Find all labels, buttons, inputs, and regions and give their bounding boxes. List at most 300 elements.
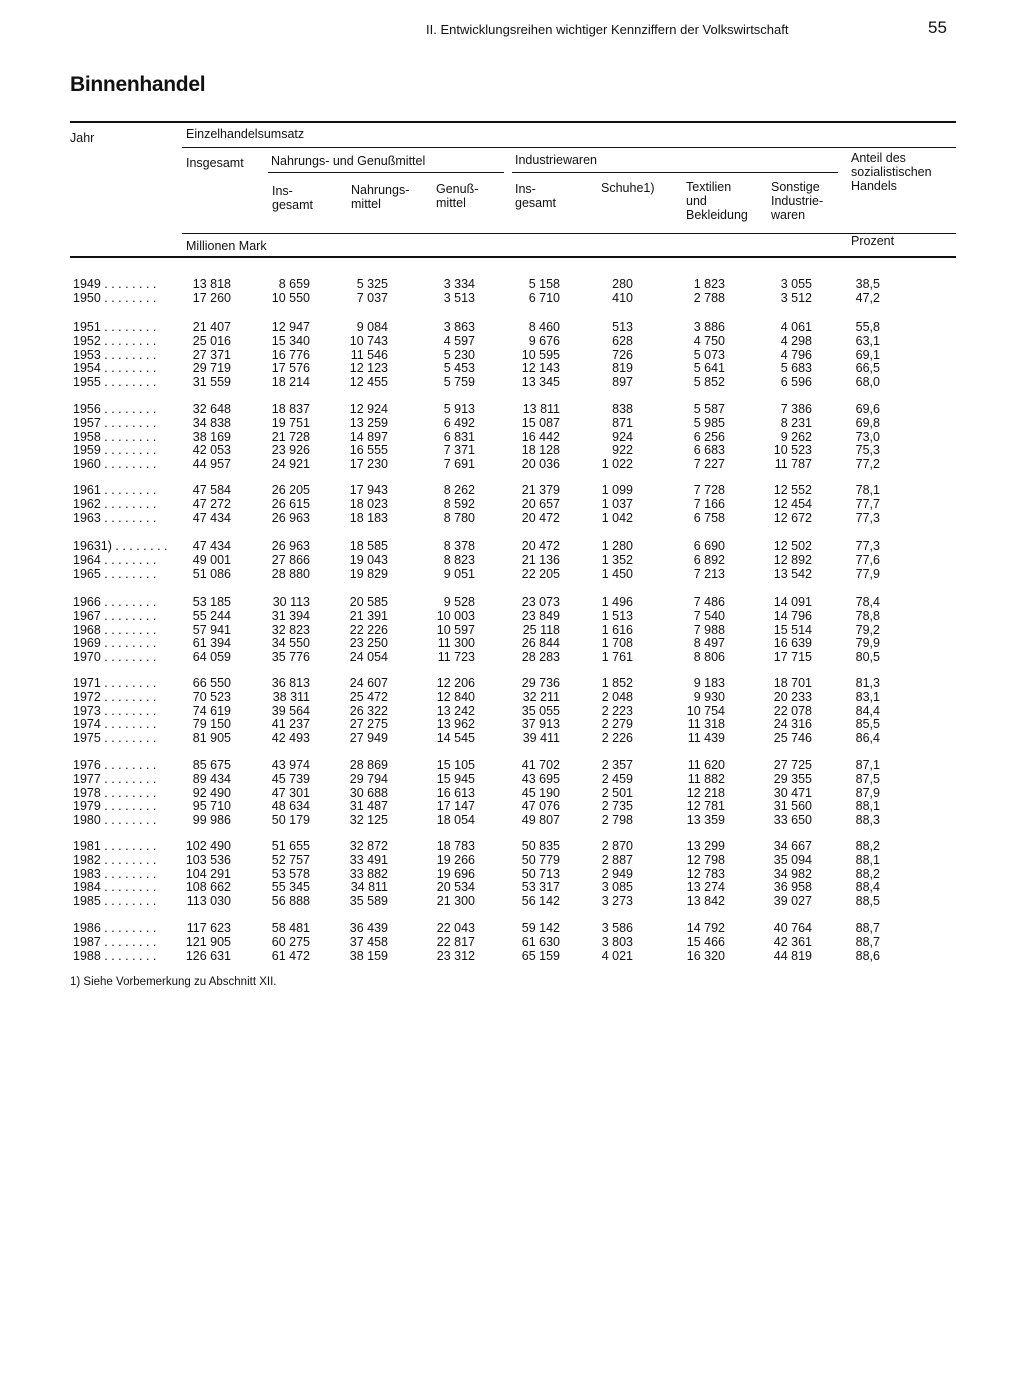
cell-textilien: 7 166 [693,496,725,511]
year-label: 1986 . . . . . . . . [73,921,157,935]
cell-insgesamt: 104 291 [185,866,231,881]
year-label: 1959 . . . . . . . . [73,443,157,458]
year-label: 1961 . . . . . . . . [73,483,157,497]
cell-iw-insgesamt: 43 695 [521,771,560,786]
cell-textilien: 7 213 [693,566,725,581]
cell-sonstige: 11 787 [774,457,812,472]
cell-nahrungsmittel: 33 491 [349,852,388,867]
cell-schuhe: 1 022 [601,457,633,472]
cell-anteil: 87,5 [855,771,880,786]
cell-genussmittel: 11 723 [437,650,475,665]
cell-textilien: 7 227 [693,457,725,472]
cell-anteil: 88,7 [855,921,880,935]
cell-nahrungsmittel: 35 589 [349,894,388,909]
cell-ng-insgesamt: 50 179 [271,813,310,828]
cell-insgesamt: 61 394 [192,636,231,651]
cell-ng-insgesamt: 30 113 [272,595,310,609]
header-textilien-bekleidung: Textilien und Bekleidung [686,180,748,222]
cell-ng-insgesamt: 34 550 [271,636,310,651]
cell-iw-insgesamt: 61 630 [521,934,560,949]
year-label: 1975 . . . . . . . . [73,731,157,746]
cell-schuhe: 1 042 [601,510,633,525]
cell-genussmittel: 23 312 [436,948,475,963]
cell-genussmittel: 8 592 [443,496,475,511]
cell-insgesamt: 44 957 [192,457,231,472]
cell-sonstige: 24 316 [773,717,812,732]
cell-nahrungsmittel: 12 924 [349,402,388,416]
cell-anteil: 55,8 [855,320,880,334]
year-label: 1977 . . . . . . . . [73,771,157,786]
cell-sonstige: 18 701 [773,676,812,690]
cell-anteil: 83,1 [855,689,880,704]
cell-textilien: 8 497 [693,636,725,651]
cell-anteil: 87,1 [855,758,880,772]
header-industriewaren: Industriewaren [515,153,597,167]
cell-ng-insgesamt: 26 963 [271,510,310,525]
year-label: 1949 . . . . . . . . [73,277,157,291]
cell-genussmittel: 12 840 [436,689,475,704]
cell-ng-insgesamt: 17 576 [271,361,310,376]
cell-nahrungsmittel: 23 250 [349,636,388,651]
cell-schuhe: 726 [612,347,633,362]
cell-sonstige: 42 361 [773,934,812,949]
cell-textilien: 11 439 [687,731,725,746]
cell-anteil: 85,5 [855,717,880,732]
cell-insgesamt: 32 648 [192,402,231,416]
cell-anteil: 66,5 [855,361,880,376]
cell-insgesamt: 49 001 [192,552,231,567]
cell-schuhe: 2 279 [601,717,633,732]
cell-iw-insgesamt: 9 676 [528,333,560,348]
year-label: 1952 . . . . . . . . [73,333,157,348]
year-label: 1982 . . . . . . . . [73,852,157,867]
cell-nahrungsmittel: 37 458 [349,934,388,949]
cell-genussmittel: 7 691 [443,457,475,472]
year-label: 1967 . . . . . . . . [73,608,157,623]
cell-sonstige: 3 512 [780,290,812,305]
cell-anteil: 87,9 [855,785,880,800]
cell-ng-insgesamt: 21 728 [271,429,310,444]
cell-textilien: 16 320 [686,948,725,963]
year-label: 1974 . . . . . . . . [73,717,157,732]
cell-sonstige: 12 454 [773,496,812,511]
year-label: 1964 . . . . . . . . [73,552,157,567]
cell-ng-insgesamt: 26 615 [271,496,310,511]
cell-schuhe: 897 [612,375,633,390]
cell-nahrungsmittel: 32 872 [349,839,388,853]
cell-iw-insgesamt: 41 702 [521,758,560,772]
cell-insgesamt: 42 053 [192,443,231,458]
cell-iw-insgesamt: 39 411 [522,731,560,746]
cell-textilien: 4 750 [693,333,725,348]
cell-textilien: 6 690 [693,539,725,553]
cell-insgesamt: 47 434 [192,510,231,525]
cell-insgesamt: 17 260 [192,290,231,305]
cell-sonstige: 34 982 [773,866,812,881]
cell-genussmittel: 8 823 [443,552,475,567]
cell-textilien: 7 728 [693,483,725,497]
year-label: 1954 . . . . . . . . [73,361,157,376]
cell-insgesamt: 95 710 [192,799,231,814]
cell-anteil: 81,3 [855,676,880,690]
cell-anteil: 77,3 [855,539,880,553]
year-label: 1973 . . . . . . . . [73,703,157,718]
header-einzelhandelsumsatz: Einzelhandelsumsatz [186,127,305,141]
cell-iw-insgesamt: 56 142 [521,894,560,909]
header-rule-nahrung-sub [268,172,504,173]
cell-ng-insgesamt: 58 481 [271,921,310,935]
cell-iw-insgesamt: 23 073 [521,595,560,609]
header-jahr: Jahr [70,131,95,145]
cell-nahrungsmittel: 33 882 [349,866,388,881]
cell-nahrungsmittel: 22 226 [349,622,388,637]
cell-insgesamt: 51 086 [192,566,231,581]
cell-nahrungsmittel: 24 607 [349,676,388,690]
cell-sonstige: 34 667 [773,839,812,853]
cell-sonstige: 16 639 [773,636,812,651]
cell-ng-insgesamt: 18 837 [271,402,310,416]
cell-textilien: 6 758 [693,510,725,525]
cell-genussmittel: 13 242 [436,703,475,718]
cell-sonstige: 35 094 [773,852,812,867]
cell-schuhe: 513 [612,320,633,334]
year-label: 1983 . . . . . . . . [73,866,157,881]
cell-ng-insgesamt: 32 823 [271,622,310,637]
cell-genussmittel: 13 962 [436,717,475,732]
cell-schuhe: 871 [612,415,633,430]
cell-nahrungsmittel: 9 084 [356,320,388,334]
cell-sonstige: 13 542 [773,566,812,581]
cell-ng-insgesamt: 56 888 [271,894,310,909]
year-label: 1963 . . . . . . . . [73,510,157,525]
cell-ng-insgesamt: 51 655 [271,839,310,853]
cell-insgesamt: 27 371 [192,347,231,362]
cell-sonstige: 3 055 [780,277,812,291]
cell-insgesamt: 21 407 [192,320,231,334]
cell-iw-insgesamt: 20 657 [521,496,560,511]
cell-insgesamt: 47 584 [192,483,231,497]
year-label: 1985 . . . . . . . . [73,894,157,909]
cell-schuhe: 2 459 [601,771,633,786]
cell-textilien: 11 620 [687,758,725,772]
cell-sonstige: 31 560 [773,799,812,814]
cell-textilien: 11 318 [687,717,725,732]
cell-sonstige: 4 796 [780,347,812,362]
cell-nahrungsmittel: 24 054 [349,650,388,665]
cell-genussmittel: 17 147 [436,799,475,814]
cell-nahrungsmittel: 20 585 [349,595,388,609]
cell-nahrungsmittel: 18 183 [349,510,388,525]
year-label: 1979 . . . . . . . . [73,799,157,814]
cell-ng-insgesamt: 60 275 [271,934,310,949]
cell-iw-insgesamt: 18 128 [521,443,560,458]
cell-insgesamt: 66 550 [192,676,231,690]
year-label: 1955 . . . . . . . . [73,375,157,390]
year-label: 1968 . . . . . . . . [73,622,157,637]
cell-textilien: 1 823 [693,277,725,291]
cell-anteil: 79,9 [855,636,880,651]
cell-iw-insgesamt: 50 835 [521,839,560,853]
cell-iw-insgesamt: 5 158 [528,277,560,291]
cell-genussmittel: 14 545 [436,731,475,746]
cell-genussmittel: 18 054 [436,813,475,828]
cell-genussmittel: 3 513 [443,290,475,305]
cell-schuhe: 1 099 [601,483,633,497]
cell-genussmittel: 12 206 [436,676,475,690]
cell-schuhe: 2 798 [601,813,633,828]
cell-insgesamt: 57 941 [192,622,231,637]
cell-schuhe: 628 [612,333,633,348]
year-label: 1962 . . . . . . . . [73,496,157,511]
cell-anteil: 86,4 [855,731,880,746]
cell-nahrungsmittel: 11 546 [350,347,388,362]
cell-genussmittel: 10 003 [436,608,475,623]
cell-iw-insgesamt: 6 710 [528,290,560,305]
cell-nahrungsmittel: 31 487 [349,799,388,814]
cell-schuhe: 1 037 [601,496,633,511]
year-label: 1987 . . . . . . . . [73,934,157,949]
cell-schuhe: 2 501 [601,785,633,800]
cell-anteil: 79,2 [855,622,880,637]
cell-schuhe: 1 450 [601,566,633,581]
cell-sonstige: 25 746 [773,731,812,746]
cell-sonstige: 17 715 [773,650,812,665]
cell-nahrungsmittel: 28 869 [349,758,388,772]
cell-textilien: 9 930 [693,689,725,704]
cell-ng-insgesamt: 12 947 [271,320,310,334]
header-genussmittel: Genuß- mittel [436,182,479,210]
cell-ng-insgesamt: 24 921 [271,457,310,472]
year-label: 1966 . . . . . . . . [73,595,157,609]
cell-sonstige: 6 596 [780,375,812,390]
cell-ng-insgesamt: 48 634 [271,799,310,814]
cell-ng-insgesamt: 26 205 [271,483,310,497]
cell-schuhe: 2 223 [601,703,633,718]
header-ng-insgesamt: Ins- gesamt [272,184,313,212]
header-millionen-mark: Millionen Mark [186,239,267,253]
cell-ng-insgesamt: 18 214 [271,375,310,390]
cell-iw-insgesamt: 20 472 [521,539,560,553]
cell-ng-insgesamt: 52 757 [271,852,310,867]
cell-genussmittel: 19 266 [436,852,475,867]
cell-anteil: 78,8 [855,608,880,623]
year-label: 1980 . . . . . . . . [73,813,157,828]
cell-textilien: 8 806 [693,650,725,665]
cell-iw-insgesamt: 21 136 [521,552,560,567]
cell-textilien: 5 852 [693,375,725,390]
cell-genussmittel: 20 534 [436,880,475,895]
header-nahrungsmittel: Nahrungs- mittel [351,183,410,211]
cell-nahrungsmittel: 32 125 [349,813,388,828]
cell-sonstige: 20 233 [773,689,812,704]
cell-nahrungsmittel: 16 555 [349,443,388,458]
cell-iw-insgesamt: 21 379 [521,483,560,497]
year-label: 1988 . . . . . . . . [73,948,157,963]
cell-insgesamt: 113 030 [186,894,231,909]
cell-iw-insgesamt: 13 811 [522,402,560,416]
cell-anteil: 88,7 [855,934,880,949]
cell-iw-insgesamt: 23 849 [521,608,560,623]
cell-iw-insgesamt: 50 779 [521,852,560,867]
cell-sonstige: 30 471 [773,785,812,800]
cell-ng-insgesamt: 43 974 [271,758,310,772]
cell-iw-insgesamt: 12 143 [521,361,560,376]
cell-insgesamt: 92 490 [192,785,231,800]
cell-iw-insgesamt: 28 283 [521,650,560,665]
header-rule-industrie-sub [512,172,838,173]
year-label: 1958 . . . . . . . . [73,429,157,444]
cell-iw-insgesamt: 35 055 [521,703,560,718]
cell-sonstige: 40 764 [773,921,812,935]
cell-nahrungsmittel: 7 037 [356,290,388,305]
cell-anteil: 47,2 [855,290,880,305]
cell-textilien: 13 274 [686,880,725,895]
cell-iw-insgesamt: 13 345 [521,375,560,390]
header-prozent: Prozent [851,234,895,248]
cell-schuhe: 1 616 [601,622,633,637]
cell-genussmittel: 4 597 [443,333,475,348]
cell-schuhe: 1 280 [601,539,633,553]
cell-insgesamt: 31 559 [192,375,231,390]
cell-schuhe: 922 [612,443,633,458]
cell-sonstige: 10 523 [773,443,812,458]
cell-iw-insgesamt: 10 595 [521,347,560,362]
cell-nahrungsmittel: 27 949 [349,731,388,746]
cell-sonstige: 12 892 [773,552,812,567]
cell-sonstige: 27 725 [773,758,812,772]
cell-nahrungsmittel: 38 159 [349,948,388,963]
cell-schuhe: 410 [612,290,633,305]
cell-schuhe: 2 735 [601,799,633,814]
cell-nahrungsmittel: 29 794 [349,771,388,786]
cell-genussmittel: 22 043 [436,921,475,935]
cell-textilien: 5 587 [693,402,725,416]
cell-anteil: 68,0 [855,375,880,390]
cell-iw-insgesamt: 45 190 [521,785,560,800]
cell-insgesamt: 34 838 [192,415,231,430]
cell-ng-insgesamt: 47 301 [271,785,310,800]
cell-ng-insgesamt: 26 963 [271,539,310,553]
section-title: Binnenhandel [70,73,206,96]
cell-ng-insgesamt: 61 472 [271,948,310,963]
cell-genussmittel: 6 492 [443,415,475,430]
year-label: 1976 . . . . . . . . [73,758,157,772]
cell-insgesamt: 29 719 [192,361,231,376]
cell-anteil: 88,4 [855,880,880,895]
cell-iw-insgesamt: 29 736 [521,676,560,690]
cell-sonstige: 29 355 [773,771,812,786]
cell-iw-insgesamt: 59 142 [521,921,560,935]
header-iw-insgesamt: Ins- gesamt [515,182,556,210]
cell-insgesamt: 53 185 [192,595,231,609]
cell-genussmittel: 3 334 [443,277,475,291]
header-rule-units [182,233,956,234]
year-label: 1950 . . . . . . . . [73,290,157,305]
cell-schuhe: 1 761 [601,650,633,665]
cell-ng-insgesamt: 27 866 [271,552,310,567]
cell-ng-insgesamt: 10 550 [271,290,310,305]
cell-nahrungsmittel: 21 391 [349,608,388,623]
cell-textilien: 5 073 [693,347,725,362]
cell-schuhe: 1 513 [601,608,633,623]
cell-genussmittel: 18 783 [436,839,475,853]
cell-anteil: 78,1 [855,483,880,497]
cell-schuhe: 1 708 [601,636,633,651]
cell-schuhe: 2 226 [601,731,633,746]
year-label: 1957 . . . . . . . . [73,415,157,430]
year-label: 1972 . . . . . . . . [73,689,157,704]
cell-nahrungsmittel: 34 811 [350,880,388,895]
cell-textilien: 5 985 [693,415,725,430]
cell-ng-insgesamt: 53 578 [271,866,310,881]
cell-iw-insgesamt: 49 807 [521,813,560,828]
cell-ng-insgesamt: 31 394 [271,608,310,623]
cell-anteil: 77,9 [855,566,880,581]
cell-insgesamt: 47 272 [192,496,231,511]
cell-nahrungsmittel: 14 897 [349,429,388,444]
year-label: 1970 . . . . . . . . [73,650,157,665]
year-label: 1965 . . . . . . . . [73,566,157,581]
year-label: 1960 . . . . . . . . [73,457,157,472]
header-insgesamt: Insgesamt [186,156,244,170]
cell-nahrungsmittel: 10 743 [349,333,388,348]
cell-textilien: 14 792 [686,921,725,935]
cell-sonstige: 4 298 [780,333,812,348]
cell-insgesamt: 89 434 [192,771,231,786]
cell-schuhe: 3 803 [601,934,633,949]
cell-anteil: 88,5 [855,894,880,909]
table-top-rule [70,121,956,123]
cell-anteil: 77,2 [855,457,880,472]
cell-textilien: 5 641 [693,361,725,376]
cell-textilien: 7 486 [693,595,725,609]
cell-insgesamt: 99 986 [192,813,231,828]
cell-genussmittel: 3 863 [443,320,475,334]
cell-genussmittel: 5 453 [443,361,475,376]
cell-textilien: 13 359 [686,813,725,828]
cell-ng-insgesamt: 45 739 [271,771,310,786]
cell-genussmittel: 5 759 [443,375,475,390]
cell-nahrungsmittel: 25 472 [349,689,388,704]
cell-insgesamt: 25 016 [192,333,231,348]
cell-nahrungsmittel: 19 829 [349,566,388,581]
cell-textilien: 12 783 [686,866,725,881]
cell-nahrungsmittel: 17 230 [349,457,388,472]
year-label: 1984 . . . . . . . . [73,880,157,895]
cell-schuhe: 280 [612,277,633,291]
cell-textilien: 6 683 [693,443,725,458]
cell-schuhe: 3 273 [601,894,633,909]
cell-ng-insgesamt: 8 659 [278,277,310,291]
cell-anteil: 69,6 [855,402,880,416]
cell-schuhe: 3 586 [601,921,633,935]
cell-schuhe: 4 021 [601,948,633,963]
cell-iw-insgesamt: 20 472 [521,510,560,525]
cell-sonstige: 12 672 [773,510,812,525]
cell-insgesamt: 117 623 [186,921,231,935]
cell-anteil: 77,3 [855,510,880,525]
cell-anteil: 69,1 [855,347,880,362]
cell-anteil: 80,5 [855,650,880,665]
cell-ng-insgesamt: 15 340 [271,333,310,348]
cell-anteil: 63,1 [855,333,880,348]
cell-schuhe: 2 048 [601,689,633,704]
cell-insgesamt: 38 169 [192,429,231,444]
cell-nahrungsmittel: 27 275 [349,717,388,732]
cell-iw-insgesamt: 15 087 [521,415,560,430]
cell-nahrungsmittel: 12 123 [349,361,388,376]
cell-genussmittel: 15 945 [436,771,475,786]
